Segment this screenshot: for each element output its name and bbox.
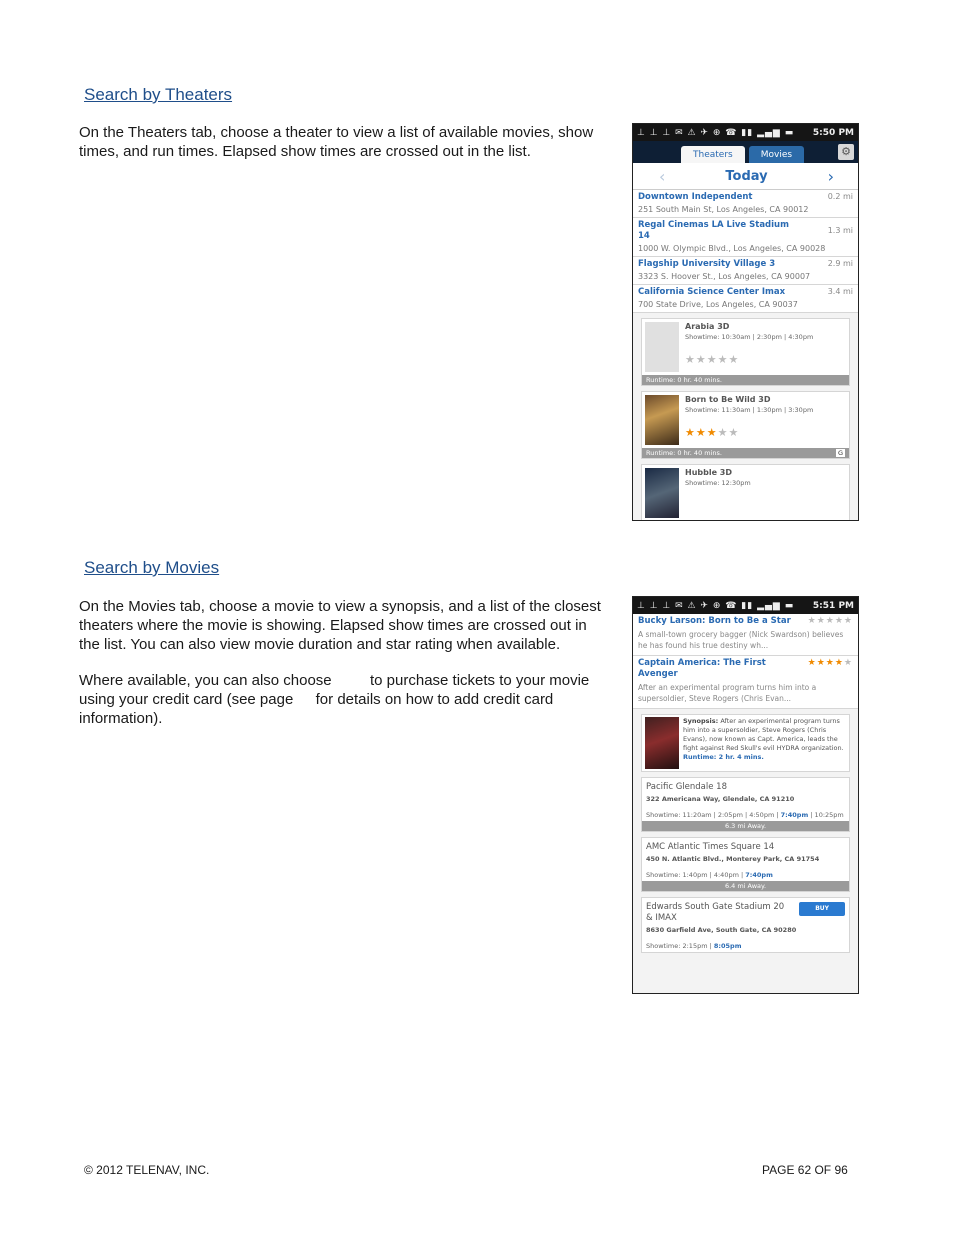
movie-card[interactable] (641, 318, 850, 386)
showtimes-elapsed: Showtime: 1:40pm | 4:40pm | (646, 871, 744, 879)
movie-poster (645, 717, 679, 769)
synopsis-text: After an experimental program turns him into a supersoldier, Steve Rogers (Chris Evans), now known as Capt. America, leads the fight against Red Skull's evil HYDRA organization. (683, 717, 844, 752)
tab-movies[interactable]: Movies (749, 146, 804, 163)
showtime-available[interactable]: 7:40pm (745, 871, 773, 879)
theater-address: 700 State Drive, Los Angeles, CA 90037 (638, 300, 798, 309)
theater-name: Edwards South Gate Stadium 20 & IMAX (646, 902, 785, 923)
showtime-available[interactable]: 8:05pm (713, 942, 742, 950)
theater-distance: 1.3 mi (827, 226, 853, 235)
theaters-description: On the Theaters tab, choose a theater to view a list of available movies, show times, and run times. Elapsed show times are crossed out in the list. (79, 124, 594, 160)
star-icons-empty: ★ (843, 658, 853, 668)
star-rating (808, 658, 853, 680)
section-heading-movies[interactable]: Search by Movies (84, 558, 220, 577)
star-icons-empty: ★★★★★ (807, 616, 853, 626)
synopsis-label: Synopsis: (683, 717, 719, 725)
movie-title: Hubble 3D (685, 468, 733, 477)
synopsis-card (641, 714, 850, 772)
theater-showtimes (646, 871, 845, 879)
movie-description: A small-town grocery bagger (Nick Swardson) believes he has found his true destiny wh... (638, 630, 844, 650)
day-selector (633, 163, 858, 190)
runtime-bar (642, 448, 849, 458)
status-clock: 5:51 PM (812, 600, 854, 611)
theater-address: 251 South Main St, Los Angeles, CA 90012 (638, 205, 809, 214)
theater-address: 322 Americana Way, Glendale, CA 91210 (646, 795, 795, 803)
status-icons: ⊥ ⊥ ⊥ ✉ ⚠ ✈ ⊕ ☎ ▮▮ ▂▄▆ ▬ (637, 127, 795, 138)
runtime-bar (642, 375, 849, 385)
theater-distance: 2.9 mi (827, 259, 853, 268)
showtimes-later: | 10:25pm (810, 811, 844, 819)
theater-distance: 0.2 mi (827, 192, 853, 201)
synopsis-runtime: Runtime: 2 hr. 4 mins. (683, 753, 764, 761)
theater-distance: 3.4 mi (827, 287, 853, 296)
theater-name: Flagship University Village 3 (638, 259, 776, 269)
rating-badge: G (837, 449, 843, 457)
theater-address: 8630 Garfield Ave, South Gate, CA 90280 (646, 926, 797, 934)
star-rating (808, 616, 853, 627)
movie-card[interactable] (641, 391, 850, 459)
star-icons-empty: ★★ (717, 426, 740, 439)
theater-list-item[interactable] (633, 257, 858, 285)
footer-page-number: PAGE 62 OF 96 (762, 1163, 848, 1177)
footer-copyright: © 2012 TELENAV, INC. (84, 1163, 210, 1177)
movie-showtimes: Showtime: 11:30am | 1:30pm | 3:30pm (685, 406, 814, 414)
distance-bar: 6.4 mi Away. (642, 881, 849, 891)
tab-theaters[interactable]: Theaters (681, 146, 745, 163)
buy-button[interactable]: BUY (799, 902, 845, 916)
theater-showtimes (646, 811, 845, 819)
star-rating (685, 353, 813, 366)
theater-list-item[interactable] (633, 285, 858, 313)
theater-address: 1000 W. Olympic Blvd., Los Angeles, CA 90028 (638, 244, 826, 253)
purchase-description (79, 671, 609, 728)
movie-showtimes: Showtime: 12:30pm (685, 479, 751, 487)
movie-poster-placeholder (645, 322, 679, 372)
theater-list-item[interactable] (633, 190, 858, 218)
theater-name: Downtown Independent (638, 192, 753, 202)
runtime-label: Runtime: 0 hr. 40 mins. (646, 449, 722, 457)
runtime-label: Runtime: 0 hr. 40 mins. (646, 376, 722, 384)
movie-poster (645, 395, 679, 445)
star-rating (685, 426, 813, 439)
star-icons-empty: ★★★★★ (685, 353, 740, 366)
showtimes-elapsed: Showtime: 11:20am | 2:05pm | 4:50pm | (646, 811, 779, 819)
previous-day-icon[interactable]: ‹ (659, 166, 666, 186)
tab-bar (633, 141, 858, 163)
day-label: Today (725, 168, 768, 184)
showtimes-elapsed: Showtime: 2:15pm | (646, 942, 712, 950)
status-bar (633, 124, 858, 141)
theaters-screenshot (632, 123, 859, 521)
movie-showtimes: Showtime: 10:30am | 2:30pm | 4:30pm (685, 333, 814, 341)
movie-title: Bucky Larson: Born to Be a Star (638, 616, 791, 626)
theater-name: California Science Center Imax (638, 287, 786, 297)
theater-card[interactable] (641, 777, 850, 832)
theater-card[interactable] (641, 897, 850, 953)
status-clock: 5:50 PM (812, 127, 854, 138)
status-icons: ⊥ ⊥ ⊥ ✉ ⚠ ✈ ⊕ ☎ ▮▮ ▂▄▆ ▬ (637, 600, 795, 611)
movie-description: After an experimental program turns him into a supersoldier, Steve Rogers (Chris Evan... (638, 683, 817, 703)
star-icons-filled: ★★★ (685, 426, 718, 439)
section-heading-theaters[interactable]: Search by Theaters (84, 85, 233, 104)
distance-bar: 6.3 mi Away. (642, 821, 849, 831)
movie-poster (645, 468, 679, 518)
movie-list-item[interactable] (633, 656, 858, 709)
theater-name: Regal Cinemas LA Live Stadium 14 (638, 220, 789, 241)
movie-card[interactable] (641, 464, 850, 521)
purchase-text-part2: to purchase tickets to your movie using your credit card (see page (79, 672, 590, 708)
purchase-text-part3: for details on how to add credit card information). (79, 691, 554, 727)
theater-address: 450 N. Atlantic Blvd., Monterey Park, CA 91754 (646, 855, 820, 863)
theater-showtimes (646, 942, 845, 950)
purchase-text-part1: Where available, you can also choose (79, 672, 332, 689)
movies-description: On the Movies tab, choose a movie to view a synopsis, and a list of the closest theaters where the movie is showing. Elapsed show times are crossed out in the list. You can also view movie duration and star rating when available. (79, 598, 601, 653)
theater-name: AMC Atlantic Times Square 14 (646, 842, 775, 852)
theater-address: 3323 S. Hoover St., Los Angeles, CA 90007 (638, 272, 811, 281)
star-icons-filled: ★★★★ (807, 658, 844, 668)
theater-list-item[interactable] (633, 218, 858, 257)
theater-card[interactable] (641, 837, 850, 892)
movie-title: Arabia 3D (685, 322, 730, 331)
showtime-available[interactable]: 7:40pm (780, 811, 809, 819)
next-day-icon[interactable]: › (827, 166, 834, 186)
movie-title: Born to Be Wild 3D (685, 395, 771, 404)
theater-name: Pacific Glendale 18 (646, 782, 727, 792)
status-bar (633, 597, 858, 614)
movie-title: Captain America: The First Avenger (638, 658, 766, 679)
movie-list-item[interactable] (633, 614, 858, 656)
settings-icon[interactable]: ⚙ (838, 144, 854, 160)
movies-screenshot (632, 596, 859, 994)
